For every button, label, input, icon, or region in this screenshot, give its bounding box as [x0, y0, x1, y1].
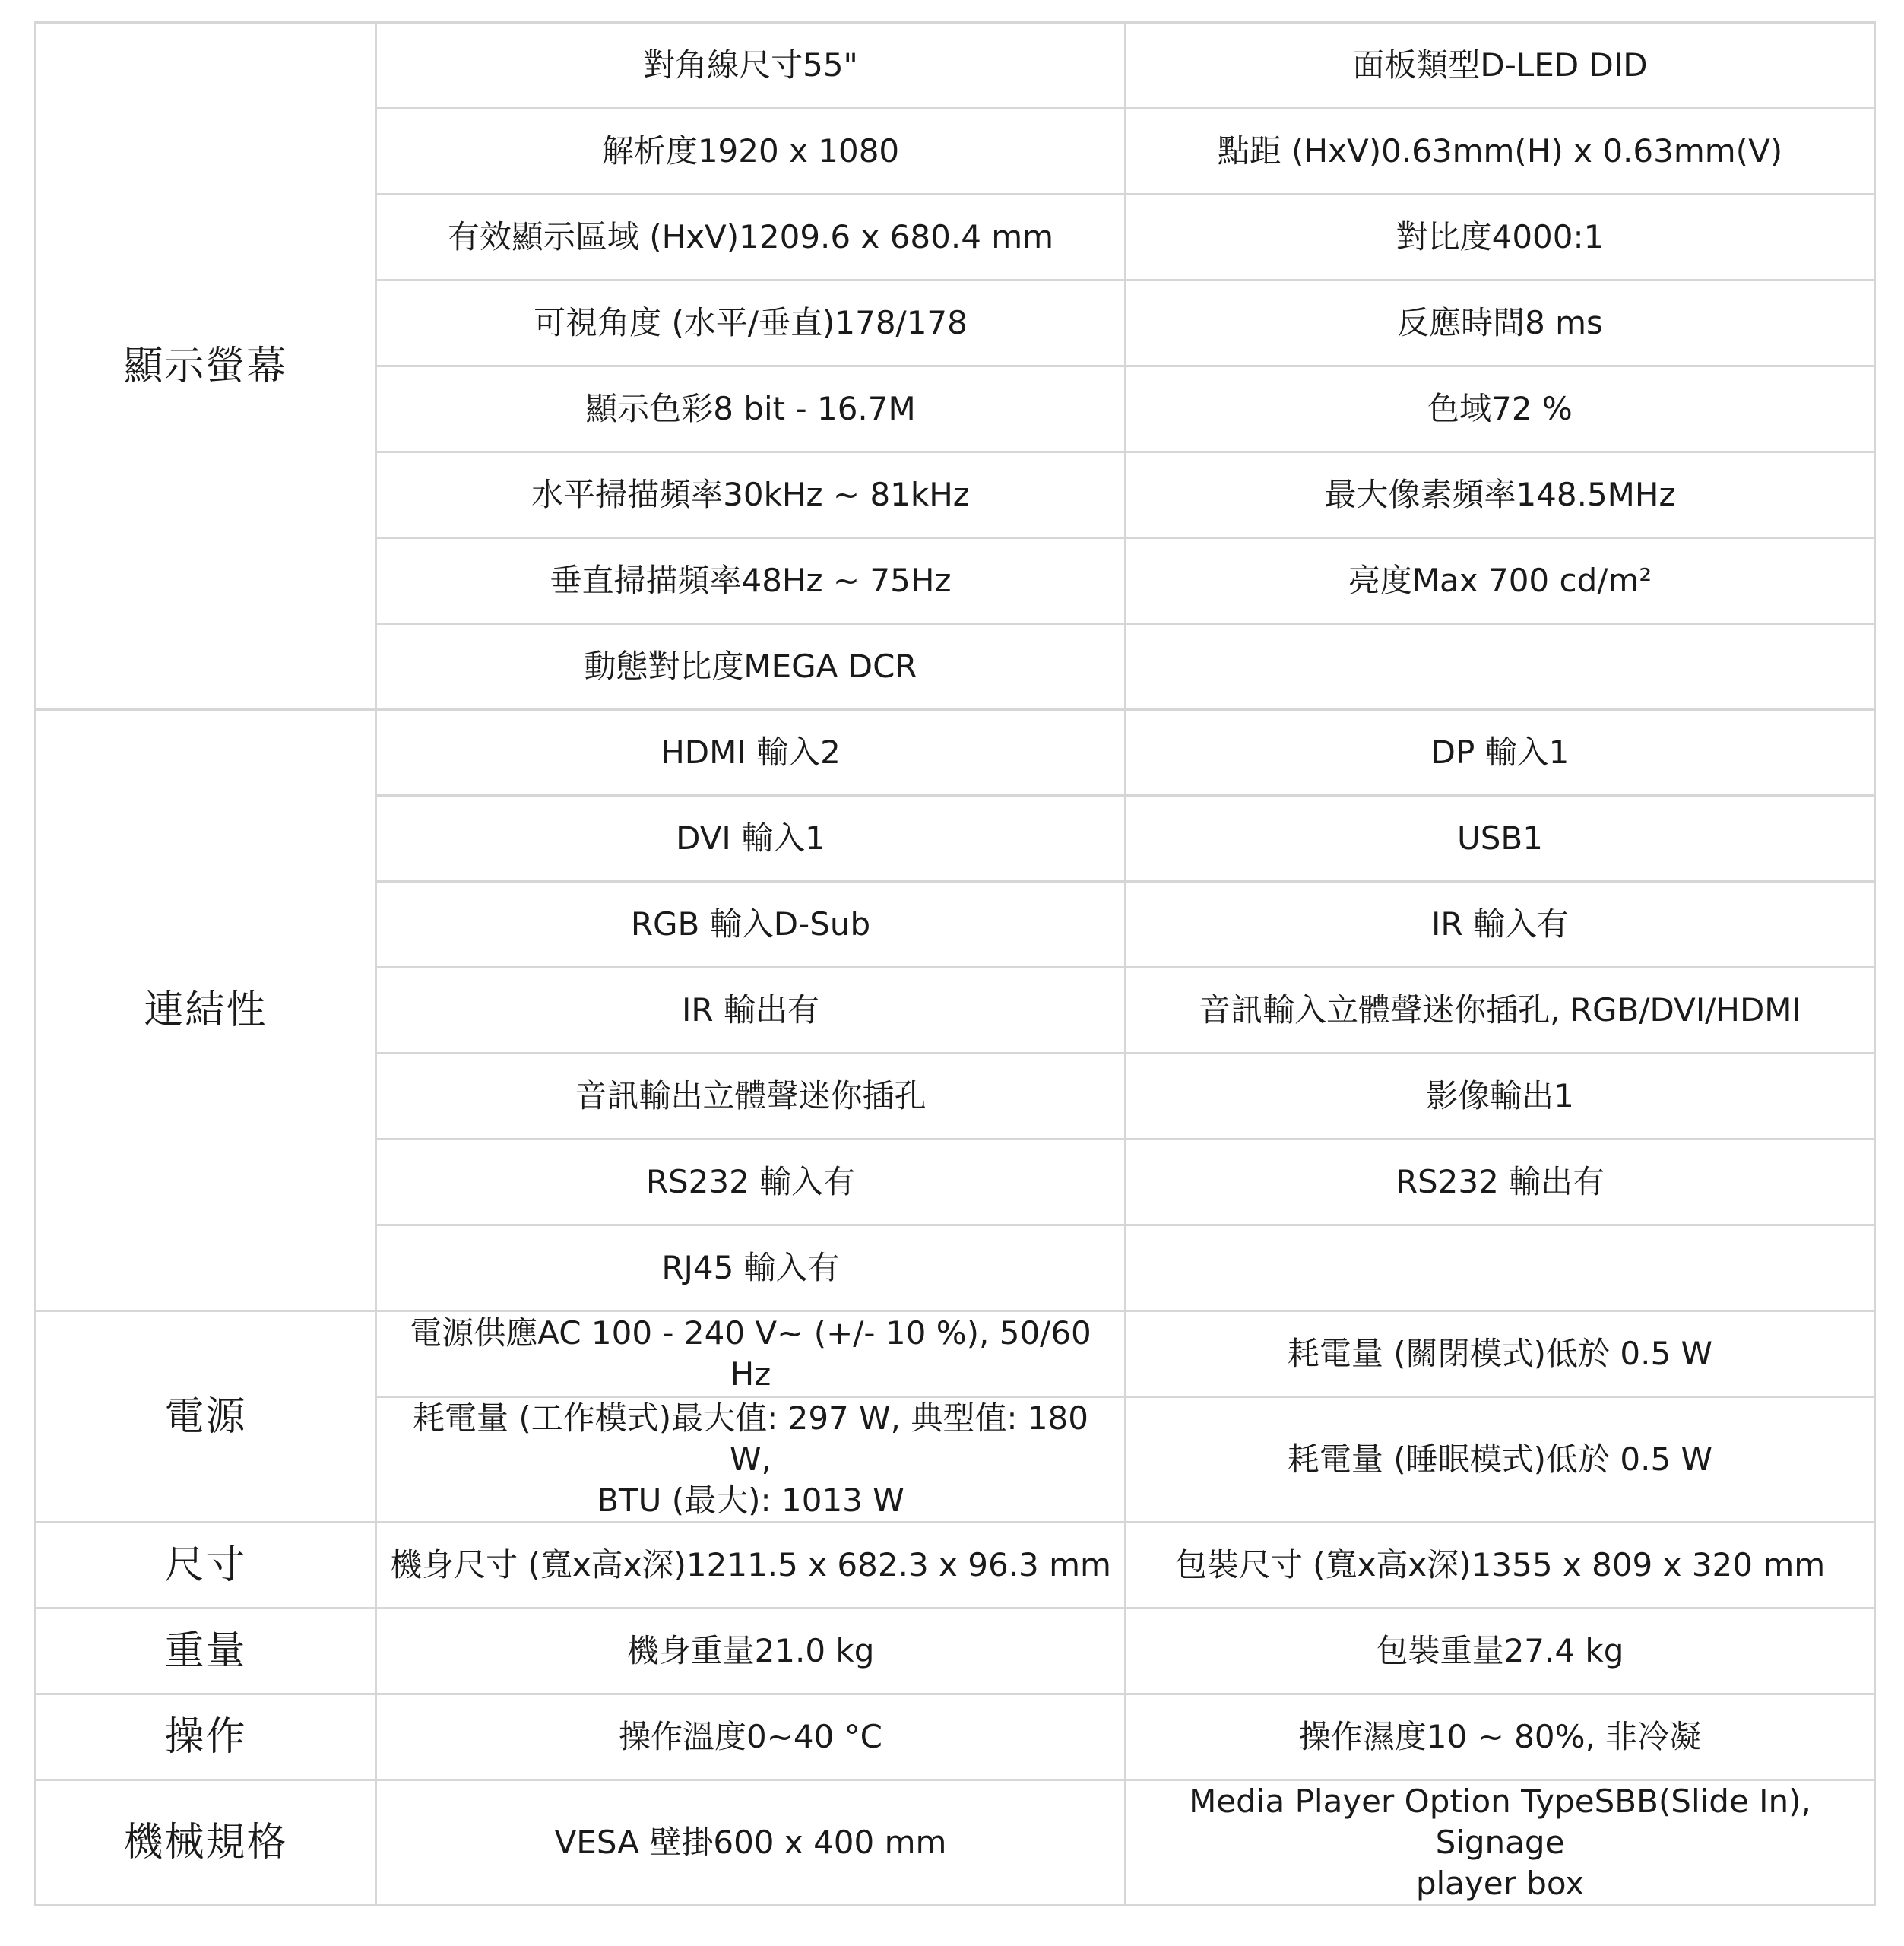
spec-table [34, 21, 1876, 1906]
spec-cell: 對比度4000:1 [1126, 195, 1875, 280]
spec-cell-empty [1126, 624, 1875, 710]
spec-cell: 點距 (HxV)0.63mm(H) x 0.63mm(V) [1126, 109, 1875, 195]
spec-table-container [34, 21, 1874, 1906]
spec-cell: 耗電量 (睡眠模式)低於 0.5 W [1126, 1397, 1875, 1523]
spec-cell: RS232 輸入有 [376, 1139, 1126, 1225]
table-row [36, 23, 1875, 109]
spec-cell: 耗電量 (關閉模式)低於 0.5 W [1126, 1311, 1875, 1397]
spec-cell: 垂直掃描頻率48Hz ~ 75Hz [376, 538, 1126, 624]
spec-cell: 對角線尺寸55" [376, 23, 1126, 109]
spec-cell: 動態對比度MEGA DCR [376, 624, 1126, 710]
category-cell-connectivity: 連結性 [36, 710, 376, 1311]
table-row [36, 1780, 1875, 1906]
spec-cell: 有效顯示區域 (HxV)1209.6 x 680.4 mm [376, 195, 1126, 280]
category-cell-operation: 操作 [36, 1694, 376, 1780]
spec-cell: 顯示色彩8 bit - 16.7M [376, 366, 1126, 452]
spec-cell: 機身重量21.0 kg [376, 1608, 1126, 1694]
spec-cell: 包裝尺寸 (寬x高x深)1355 x 809 x 320 mm [1126, 1523, 1875, 1608]
spec-cell: 影像輸出1 [1126, 1054, 1875, 1139]
spec-table-body [36, 23, 1875, 1906]
category-cell-power: 電源 [36, 1311, 376, 1523]
spec-cell: IR 輸入有 [1126, 882, 1875, 968]
spec-cell: USB1 [1126, 796, 1875, 882]
category-cell-dimensions: 尺寸 [36, 1523, 376, 1608]
spec-cell: DVI 輸入1 [376, 796, 1126, 882]
spec-cell: RS232 輸出有 [1126, 1139, 1875, 1225]
category-cell-mechanical: 機械規格 [36, 1780, 376, 1906]
spec-cell: 操作濕度10 ~ 80%, 非冷凝 [1126, 1694, 1875, 1780]
table-row [36, 1523, 1875, 1608]
spec-cell: DP 輸入1 [1126, 710, 1875, 796]
spec-cell: 音訊輸出立體聲迷你插孔 [376, 1054, 1126, 1139]
spec-cell: 操作溫度0~40 °C [376, 1694, 1126, 1780]
table-row [36, 1608, 1875, 1694]
spec-cell: IR 輸出有 [376, 968, 1126, 1054]
table-row [36, 710, 1875, 796]
spec-cell-empty [1126, 1225, 1875, 1311]
spec-cell: 包裝重量27.4 kg [1126, 1608, 1875, 1694]
spec-cell: 最大像素頻率148.5MHz [1126, 452, 1875, 538]
spec-cell: 亮度Max 700 cd/m² [1126, 538, 1875, 624]
spec-cell: VESA 壁掛600 x 400 mm [376, 1780, 1126, 1906]
table-row [36, 1311, 1875, 1397]
spec-cell: 面板類型D-LED DID [1126, 23, 1875, 109]
spec-cell: 電源供應AC 100 - 240 V~ (+/- 10 %), 50/60 Hz [376, 1311, 1126, 1397]
table-row [36, 1694, 1875, 1780]
spec-cell: 音訊輸入立體聲迷你插孔, RGB/DVI/HDMI [1126, 968, 1875, 1054]
spec-cell: 機身尺寸 (寬x高x深)1211.5 x 682.3 x 96.3 mm [376, 1523, 1126, 1608]
category-cell-display: 顯示螢幕 [36, 23, 376, 710]
spec-cell: RGB 輸入D-Sub [376, 882, 1126, 968]
category-cell-weight: 重量 [36, 1608, 376, 1694]
spec-cell: HDMI 輸入2 [376, 710, 1126, 796]
spec-cell: Media Player Option TypeSBB(Slide In), Signage player box [1126, 1780, 1875, 1906]
spec-cell: 耗電量 (工作模式)最大值: 297 W, 典型值: 180 W, BTU (最大): 1013 W [376, 1397, 1126, 1523]
spec-cell: 水平掃描頻率30kHz ~ 81kHz [376, 452, 1126, 538]
spec-cell: RJ45 輸入有 [376, 1225, 1126, 1311]
spec-cell: 可視角度 (水平/垂直)178/178 [376, 280, 1126, 366]
spec-cell: 反應時間8 ms [1126, 280, 1875, 366]
spec-cell: 色域72 % [1126, 366, 1875, 452]
spec-cell: 解析度1920 x 1080 [376, 109, 1126, 195]
